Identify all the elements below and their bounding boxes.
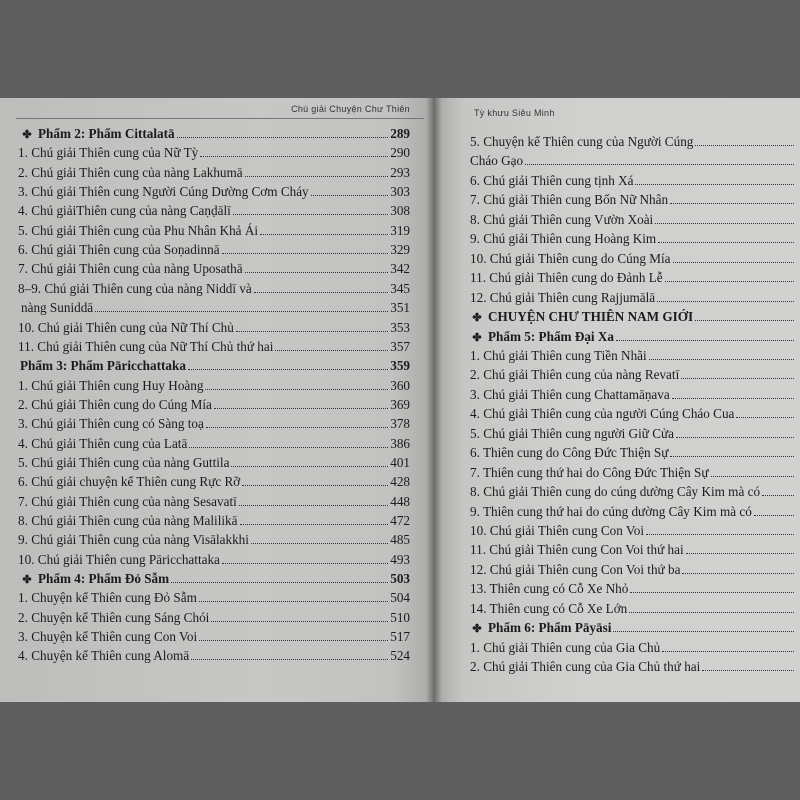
toc-page-number: 504 xyxy=(390,590,410,606)
leader-dots xyxy=(245,261,389,273)
toc-entry xyxy=(470,405,796,423)
leader-dots xyxy=(646,523,794,535)
toc-page-number: 360 xyxy=(390,377,410,393)
toc-entry-title: 3. Chuyện kể Thiên cung Con Voi xyxy=(18,629,198,645)
toc-entry-title: 11. Chú giải Thiên cung do Đảnh Lễ xyxy=(470,270,663,286)
toc-page-number: 342 xyxy=(390,261,410,277)
toc-entry xyxy=(470,580,796,598)
header-rule xyxy=(16,118,424,119)
toc-entry xyxy=(470,366,796,384)
toc-page-number: 448 xyxy=(390,493,410,509)
toc-page-number: 345 xyxy=(390,280,410,296)
toc-entry xyxy=(470,639,796,657)
toc-entry xyxy=(470,658,796,676)
toc-entry xyxy=(18,531,410,549)
toc-page-number: 359 xyxy=(390,358,410,374)
toc-entry-title: 6. Chú giải Thiên cung tịnh Xá xyxy=(470,172,634,188)
toc-entry xyxy=(18,647,410,665)
leader-dots xyxy=(200,145,388,157)
toc-entry xyxy=(18,512,410,530)
toc-page-number: 510 xyxy=(390,609,410,625)
leader-dots xyxy=(236,320,388,332)
toc-entry-title: 10. Chú giải Thiên cung do Cúng Mía xyxy=(470,250,671,266)
toc-entry xyxy=(18,473,410,491)
toc-entry xyxy=(18,551,410,569)
toc-entry-title: Phẩm 4: Phẩm Đỏ Sẫm xyxy=(38,571,170,587)
toc-page-number: 485 xyxy=(390,532,410,548)
running-header-left: Chú giải Chuyện Chư Thiên xyxy=(291,104,410,114)
toc-section-heading xyxy=(470,328,796,346)
left-page xyxy=(0,98,434,702)
toc-entry-title: 11. Chú giải Thiên cung của Nữ Thí Chủ thứ hai xyxy=(18,338,274,354)
toc-entry xyxy=(18,164,410,182)
leader-dots xyxy=(205,378,388,390)
leader-dots xyxy=(260,223,388,235)
leader-dots xyxy=(222,242,389,254)
leader-dots xyxy=(676,426,794,438)
toc-entry-title: 6. Chú giải Thiên cung của Soṇadinnā xyxy=(18,242,220,258)
toc-entry-title: 8. Chú giải Thiên cung do cúng dường Cây Kim mà có xyxy=(470,484,761,500)
toc-entry-title: Phẩm 6: Phẩm Pāyāsi xyxy=(488,620,612,636)
toc-entry-title: 14. Thiên cung có Cỗ Xe Lớn xyxy=(470,600,628,616)
leader-dots xyxy=(242,474,388,486)
toc-entry-title: 9. Chú giải Thiên cung Hoàng Kim xyxy=(470,231,657,247)
leader-dots xyxy=(177,126,389,138)
toc-page-number: 472 xyxy=(390,513,410,528)
toc-section-heading xyxy=(470,619,796,637)
leader-dots xyxy=(233,203,388,215)
leader-dots xyxy=(672,387,794,399)
toc-entry xyxy=(470,444,796,462)
toc-entry xyxy=(18,241,410,259)
leader-dots xyxy=(616,329,794,341)
leader-dots xyxy=(670,192,794,204)
leader-dots xyxy=(251,532,388,544)
toc-entry xyxy=(21,299,410,317)
toc-entry-title: 9. Thiên cung thứ hai do cúng dường Cây Kim mà có xyxy=(470,503,752,519)
leader-dots xyxy=(211,610,388,622)
toc-section-heading xyxy=(470,308,796,326)
fleuron-icon: ✤ xyxy=(22,129,32,141)
toc-entry xyxy=(18,628,410,646)
toc-entry-title: 4. Chuyện kể Thiên cung Alomā xyxy=(18,648,190,664)
toc-entry-title: 13. Thiên cung có Cỗ Xe Nhỏ xyxy=(470,581,629,597)
leader-dots xyxy=(762,484,794,496)
leader-dots xyxy=(702,659,794,671)
toc-entry xyxy=(18,144,410,162)
leader-dots xyxy=(189,436,388,448)
toc-page-number: 289 xyxy=(390,126,410,141)
toc-entry xyxy=(18,377,410,395)
leader-dots xyxy=(188,358,388,370)
leader-dots xyxy=(95,300,388,312)
open-book xyxy=(0,98,800,702)
leader-dots xyxy=(206,416,388,428)
toc-page-number: 329 xyxy=(390,242,410,258)
leader-dots xyxy=(613,620,794,632)
toc-entry xyxy=(470,503,796,521)
toc-entry-title: Phẩm 2: Phẩm Cittalatā xyxy=(38,126,175,141)
toc-entry-title: 4. Chú giải Thiên cung của người Cúng Cháo Cua xyxy=(470,406,735,422)
toc-page-number: 378 xyxy=(390,416,410,432)
leader-dots xyxy=(525,153,794,165)
toc-page-number: 303 xyxy=(390,184,410,200)
toc-entry-title: 4. Chú giải Thiên cung của Latā xyxy=(18,435,188,451)
toc-entry-title: 7. Chú giải Thiên cung của nàng Uposathā xyxy=(18,261,243,277)
toc-entry xyxy=(18,609,410,627)
toc-entry xyxy=(18,493,410,511)
toc-entry xyxy=(470,152,796,170)
toc-entry xyxy=(470,483,796,501)
toc-entry xyxy=(18,338,410,356)
fleuron-icon: ✤ xyxy=(22,574,32,587)
toc-entry xyxy=(470,347,796,365)
toc-entry xyxy=(470,133,796,151)
toc-entry-title: 9. Chú giải Thiên cung của nàng Visālakkhi xyxy=(18,532,249,548)
leader-dots xyxy=(629,601,794,613)
leader-dots xyxy=(222,552,388,564)
leader-dots xyxy=(670,445,794,457)
leader-dots xyxy=(736,406,794,418)
toc-entry-title: 2. Chú giải Thiên cung của nàng Lakhumā xyxy=(18,164,243,180)
toc-entry-title: 2. Chú giải Thiên cung do Cúng Mía xyxy=(18,396,212,412)
toc-entry-title: 5. Chú giải Thiên cung của Phu Nhân Khả Ái xyxy=(18,222,259,238)
leader-dots xyxy=(635,173,794,185)
leader-dots xyxy=(239,494,388,506)
leader-dots xyxy=(754,504,794,516)
toc-page-number: 493 xyxy=(390,551,410,567)
toc-entry xyxy=(470,541,796,559)
toc-entry-title: 8–9. Chú giải Thiên cung của nàng Niddī và xyxy=(18,280,252,296)
leader-dots xyxy=(630,581,794,593)
toc-entry-title: 12. Chú giải Thiên cung Con Voi thứ ba xyxy=(470,561,681,577)
toc-entry-title: 3. Chú giải Thiên cung Chattamāṇava xyxy=(470,386,670,402)
toc-entry xyxy=(18,222,410,240)
toc-section-heading xyxy=(20,570,410,588)
toc-entry-title: 1. Chú giải Thiên cung Tiền Nhãi xyxy=(470,347,647,363)
toc-entry xyxy=(470,464,796,482)
toc-entry-title: 6. Chú giải chuyện kể Thiên cung Rực Rỡ xyxy=(18,474,241,490)
toc-page-number: 353 xyxy=(390,319,410,335)
toc-section-heading xyxy=(20,125,410,143)
toc-entry-title: 7. Thiên cung thứ hai do Công Đức Thiện Sự xyxy=(470,464,709,480)
toc-entry xyxy=(18,396,410,414)
fleuron-icon: ✤ xyxy=(472,623,482,636)
toc-page-number: 401 xyxy=(390,454,410,470)
toc-entry-title: 5. Chú giải Thiên cung của nàng Guttila xyxy=(18,454,230,470)
toc-entry-title: 2. Chú giải Thiên cung của nàng Revatī xyxy=(470,367,680,383)
leader-dots xyxy=(199,590,388,602)
toc-entry-title: 7. Chú giải Thiên cung của nàng Sesavatī xyxy=(18,493,237,509)
leader-dots xyxy=(311,184,389,196)
leader-dots xyxy=(214,397,388,409)
toc-entry xyxy=(470,522,796,540)
book-gutter xyxy=(426,98,442,702)
fleuron-icon: ✤ xyxy=(472,331,482,344)
toc-page-number: 308 xyxy=(390,203,410,219)
toc-entry-title: 1. Chú giải Thiên cung của Gia Chủ xyxy=(470,639,661,655)
leader-dots xyxy=(658,231,794,243)
toc-entry-title: 10. Chú giải Thiên cung Con Voi xyxy=(470,523,645,538)
toc-entry-title: 8. Chú giải Thiên cung của nàng Malilikā xyxy=(18,513,238,528)
toc-entry-title: 10. Chú giải Thiên cung Pāricchattaka xyxy=(18,551,220,567)
toc-entry xyxy=(470,191,796,209)
toc-entry-title: nàng Suniddā xyxy=(21,300,94,316)
toc-entry-title: 12. Chú giải Thiên cung Rajjumālā xyxy=(470,289,656,305)
fleuron-icon: ✤ xyxy=(472,312,482,325)
leader-dots xyxy=(681,367,794,379)
toc-entry-title: 5. Chú giải Thiên cung người Giữ Cửa xyxy=(470,425,674,441)
toc-page-number: 319 xyxy=(390,222,410,238)
toc-entry xyxy=(18,435,410,453)
toc-entry xyxy=(18,319,410,337)
toc-entry xyxy=(470,425,796,443)
toc-entry xyxy=(18,280,410,298)
toc-entry xyxy=(470,211,796,229)
toc-page-number: 369 xyxy=(390,396,410,412)
toc-entry xyxy=(18,202,410,220)
running-header-right: Tỳ khưu Siêu Minh xyxy=(474,108,555,118)
toc-entry xyxy=(470,600,796,618)
toc-entry xyxy=(470,561,796,579)
toc-entry-title: 4. Chú giảiThiên cung của nàng Caṇḍālī xyxy=(18,203,231,219)
leader-dots xyxy=(275,339,388,351)
leader-dots xyxy=(686,542,794,554)
toc-page-number: 503 xyxy=(390,571,410,587)
leader-dots xyxy=(240,513,389,525)
toc-entry-title: 7. Chú giải Thiên cung Bốn Nữ Nhân xyxy=(470,192,669,208)
toc-page-number: 351 xyxy=(390,300,410,316)
toc-entry xyxy=(470,250,796,268)
right-page xyxy=(434,98,800,702)
toc-entry xyxy=(18,589,410,607)
toc-entry-title: 2. Chuyện kể Thiên cung Sáng Chói xyxy=(18,609,210,625)
toc-entry xyxy=(470,172,796,190)
leader-dots xyxy=(245,165,389,177)
toc-entry-title: 11. Chú giải Thiên cung Con Voi thứ hai xyxy=(470,542,684,558)
toc-entry-title: 3. Chú giải Thiên cung có Sàng toạ xyxy=(18,416,204,432)
toc-entry-title: 2. Chú giải Thiên cung của Gia Chủ thứ hai xyxy=(470,659,701,675)
leader-dots xyxy=(711,465,794,477)
leader-dots xyxy=(231,455,388,467)
toc-entry xyxy=(470,386,796,404)
toc-entry xyxy=(18,183,410,201)
toc-section-heading xyxy=(20,357,410,375)
toc-entry-title: 6. Thiên cung do Công Đức Thiện Sự xyxy=(470,445,669,461)
leader-dots xyxy=(682,562,794,574)
toc-entry-title: 1. Chuyện kể Thiên cung Đỏ Sẫm xyxy=(18,590,197,606)
toc-page-number: 357 xyxy=(390,338,410,354)
leader-dots xyxy=(171,571,388,583)
toc-entry xyxy=(18,260,410,278)
leader-dots xyxy=(191,648,388,660)
toc-entry-title: 3. Chú giải Thiên cung Người Cúng Dường Cơm Cháy xyxy=(18,184,309,200)
leader-dots xyxy=(199,629,388,641)
leader-dots xyxy=(254,281,388,293)
leader-dots xyxy=(649,348,794,360)
leader-dots xyxy=(657,290,794,302)
toc-entry-title: 1. Chú giải Thiên cung Huy Hoàng xyxy=(18,377,204,393)
toc-page-number: 428 xyxy=(390,474,410,490)
leader-dots xyxy=(695,309,794,321)
leader-dots xyxy=(665,270,794,282)
toc-entry-title: 8. Chú giải Thiên cung Vườn Xoài xyxy=(470,211,654,227)
toc-entry xyxy=(470,230,796,248)
toc-entry xyxy=(18,415,410,433)
toc-entry-title: 10. Chú giải Thiên cung của Nữ Thí Chủ xyxy=(18,319,234,335)
leader-dots xyxy=(695,134,794,146)
toc-entry xyxy=(470,289,796,307)
toc-entry-title: 1. Chú giải Thiên cung của Nữ Tỳ xyxy=(18,145,199,161)
toc-entry-title: Phẩm 3: Phẩm Pāricchattaka xyxy=(20,358,186,374)
leader-dots xyxy=(655,212,794,224)
leader-dots xyxy=(673,251,795,263)
toc-entry-title: 5. Chuyện kể Thiên cung của Người Cúng xyxy=(470,134,694,149)
leader-dots xyxy=(662,640,794,652)
toc-entry-title: CHUYỆN CHƯ THIÊN NAM GIỚI xyxy=(488,309,694,325)
toc-page-number: 517 xyxy=(390,629,410,645)
toc-page-number: 524 xyxy=(390,648,410,664)
toc-entry xyxy=(470,269,796,287)
toc-entry-title: Cháo Gạo xyxy=(470,153,524,169)
toc-entry-title: Phẩm 5: Phẩm Đại Xa xyxy=(488,328,615,344)
toc-page-number: 293 xyxy=(390,164,410,180)
toc-page-number: 386 xyxy=(390,435,410,451)
toc-page-number: 290 xyxy=(390,145,410,161)
toc-entry xyxy=(18,454,410,472)
